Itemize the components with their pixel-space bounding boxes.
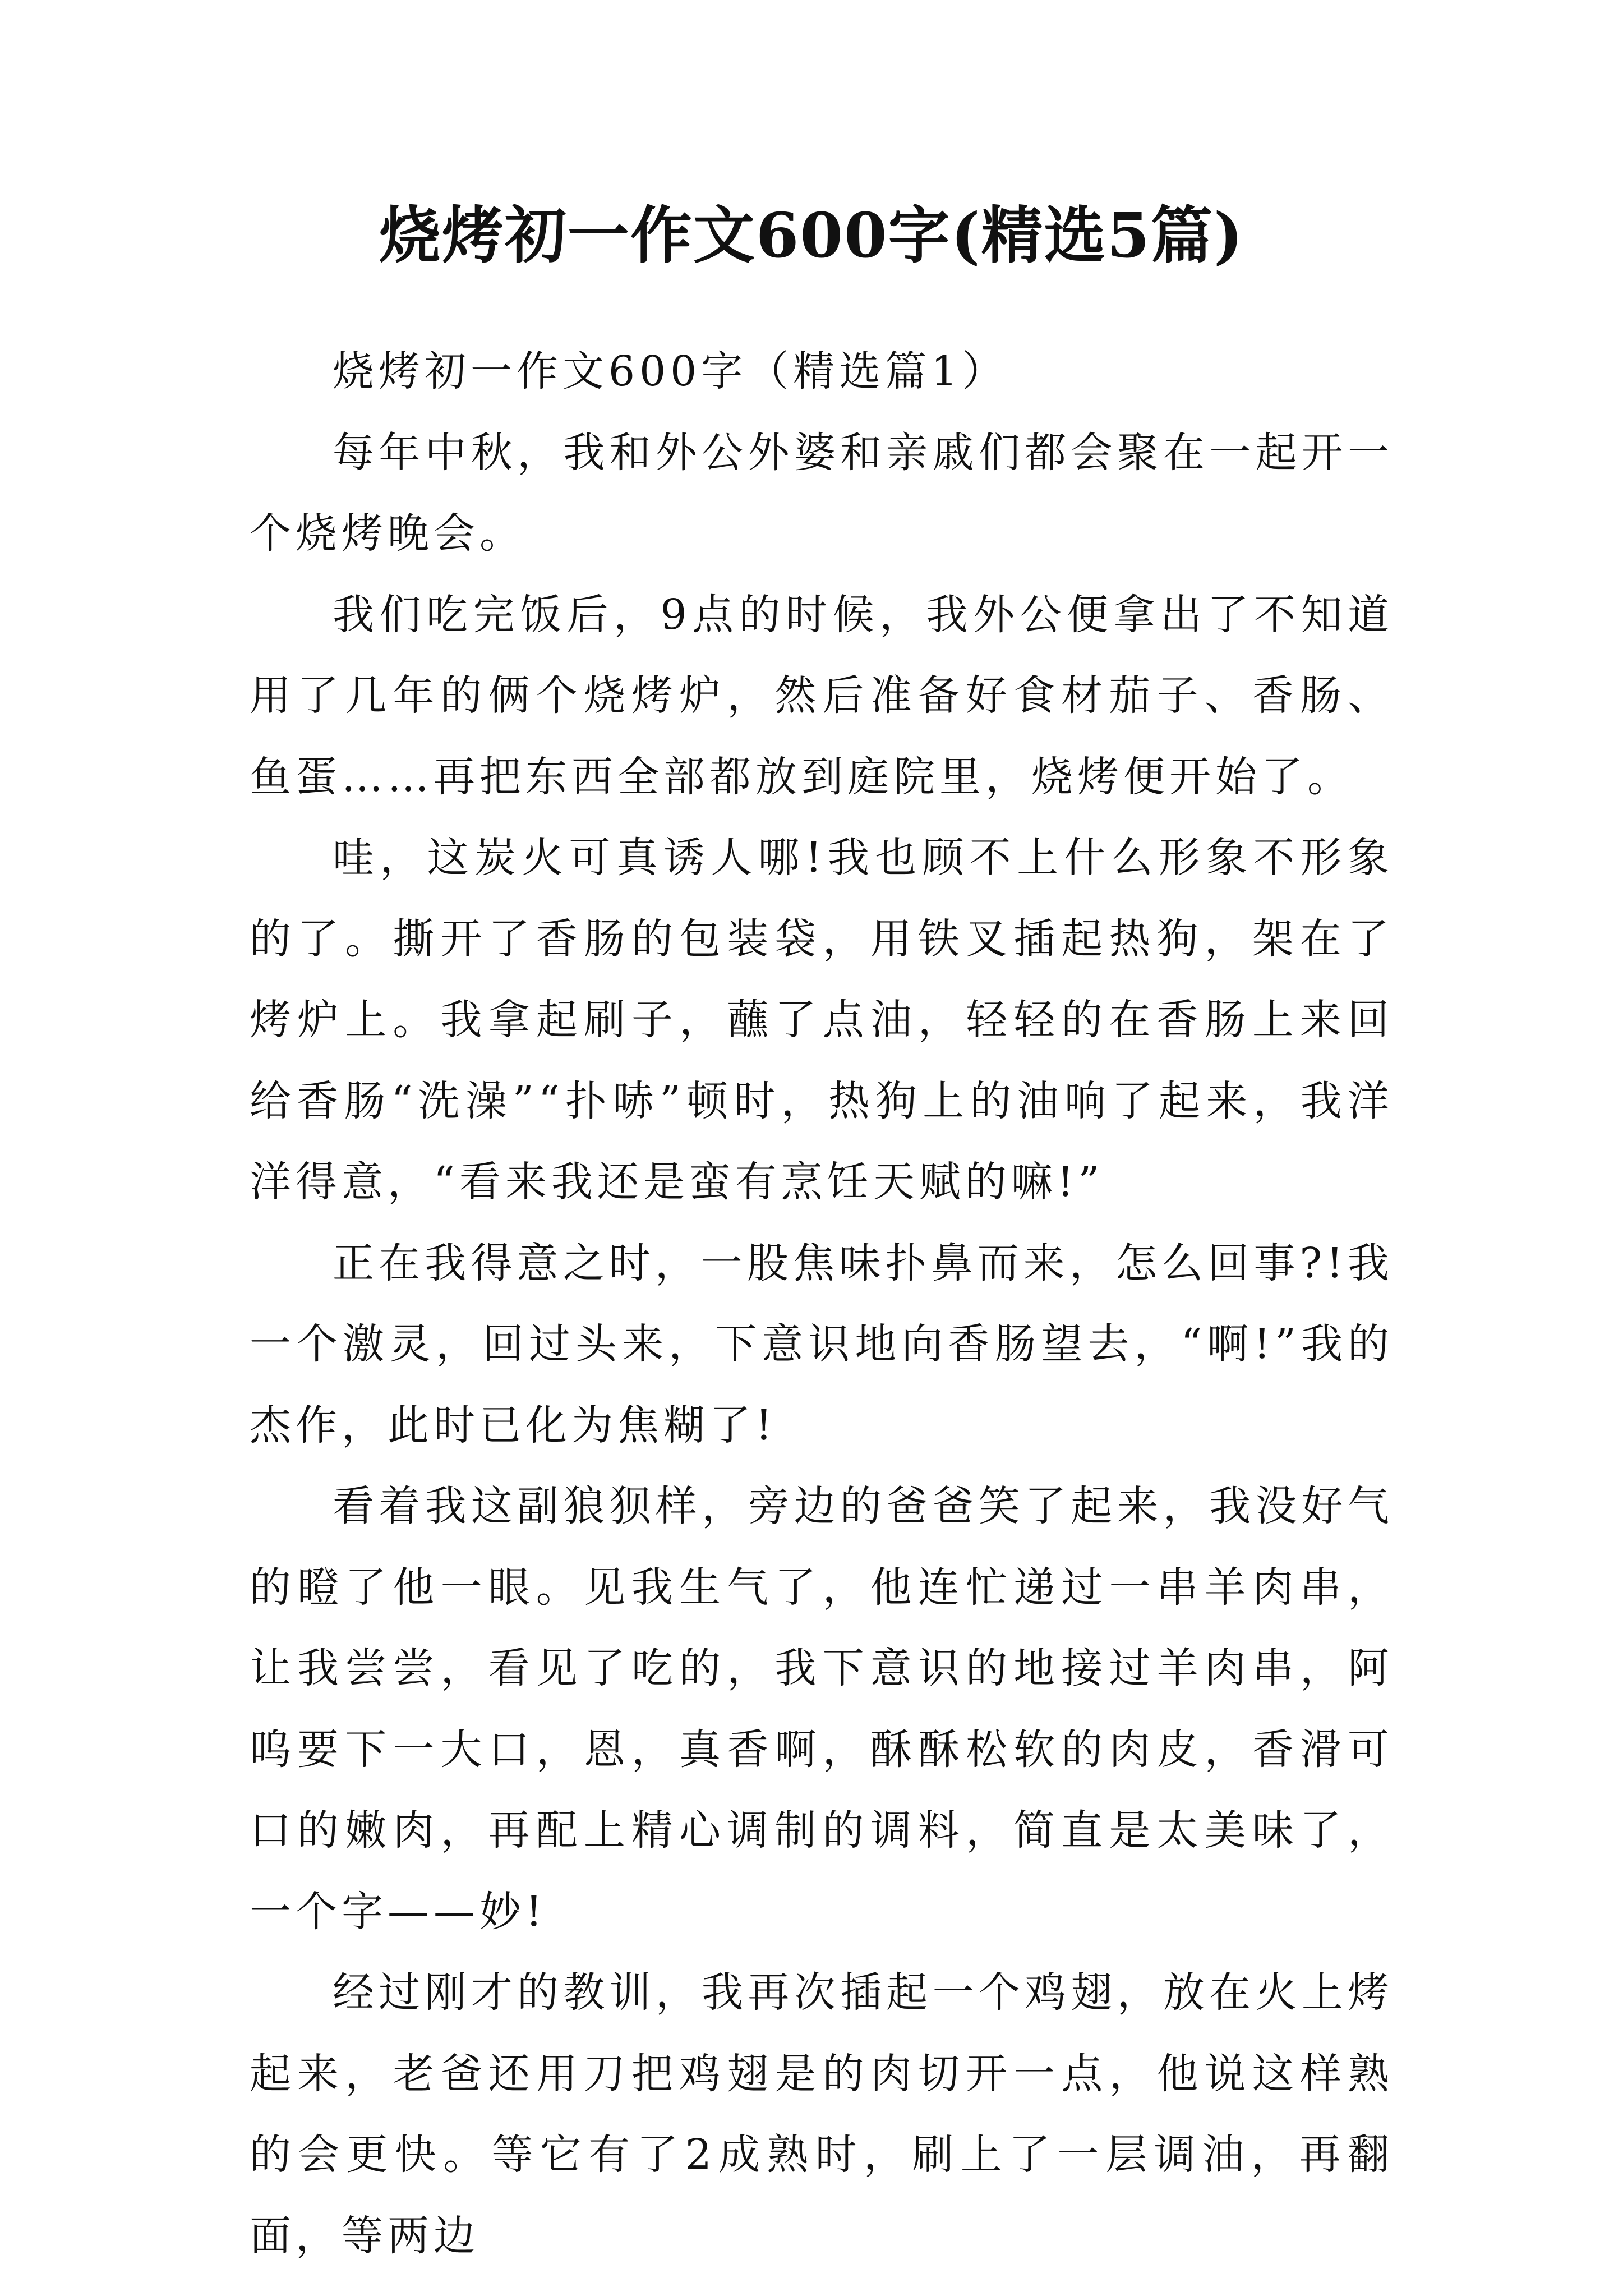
paragraph: 哇，这炭火可真诱人哪!我也顾不上什么形象不形象的了。撕开了香肠的包装袋，用铁叉插起热狗，架在了烤炉上。我拿起刷子，蘸了点油，轻轻的在香肠上来回给香肠“洗澡”“扑哧”顿时，热狗上的油响了起来，我洋洋得意，“看来我还是蛮有烹饪天赋的嘛!” (250, 834, 1394, 1206)
paragraph: 看着我这副狼狈样，旁边的爸爸笑了起来，我没好气的瞪了他一眼。见我生气了，他连忙递过一串羊肉串，让我尝尝，看见了吃的，我下意识的地接过羊肉串，阿呜要下一大口，恩，真香啊，酥酥松软的肉皮，香滑可口的嫩肉，再配上精心调制的调料，简直是太美味了，一个字——妙! (250, 1482, 1394, 1936)
paragraph: 我们吃完饭后，9点的时候，我外公便拿出了不知道用了几年的俩个烧烤炉，然后准备好食材茄子、香肠、鱼蛋……再把东西全部都放到庭院里，烧烤便开始了。 (250, 590, 1394, 801)
section-heading: 烧烤初一作文600字（精选篇1） (333, 347, 1008, 395)
document-title: 烧烤初一作文600字(精选5篇) (379, 199, 1244, 272)
paragraph: 正在我得意之时，一股焦味扑鼻而来，怎么回事?!我一个激灵，回过头来，下意识地向香肠望去，“啊!”我的杰作，此时已化为焦糊了! (250, 1239, 1394, 1450)
document-body (250, 331, 1394, 2276)
paragraph: 每年中秋，我和外公外婆和亲戚们都会聚在一起开一个烧烤晚会。 (250, 428, 1394, 558)
paragraph: 经过刚才的教训，我再次插起一个鸡翅，放在火上烤起来，老爸还用刀把鸡翅是的肉切开一点，他说这样熟的会更快。等它有了2成熟时，刷上了一层调油，再翻面，等两边 (250, 1968, 1394, 2260)
